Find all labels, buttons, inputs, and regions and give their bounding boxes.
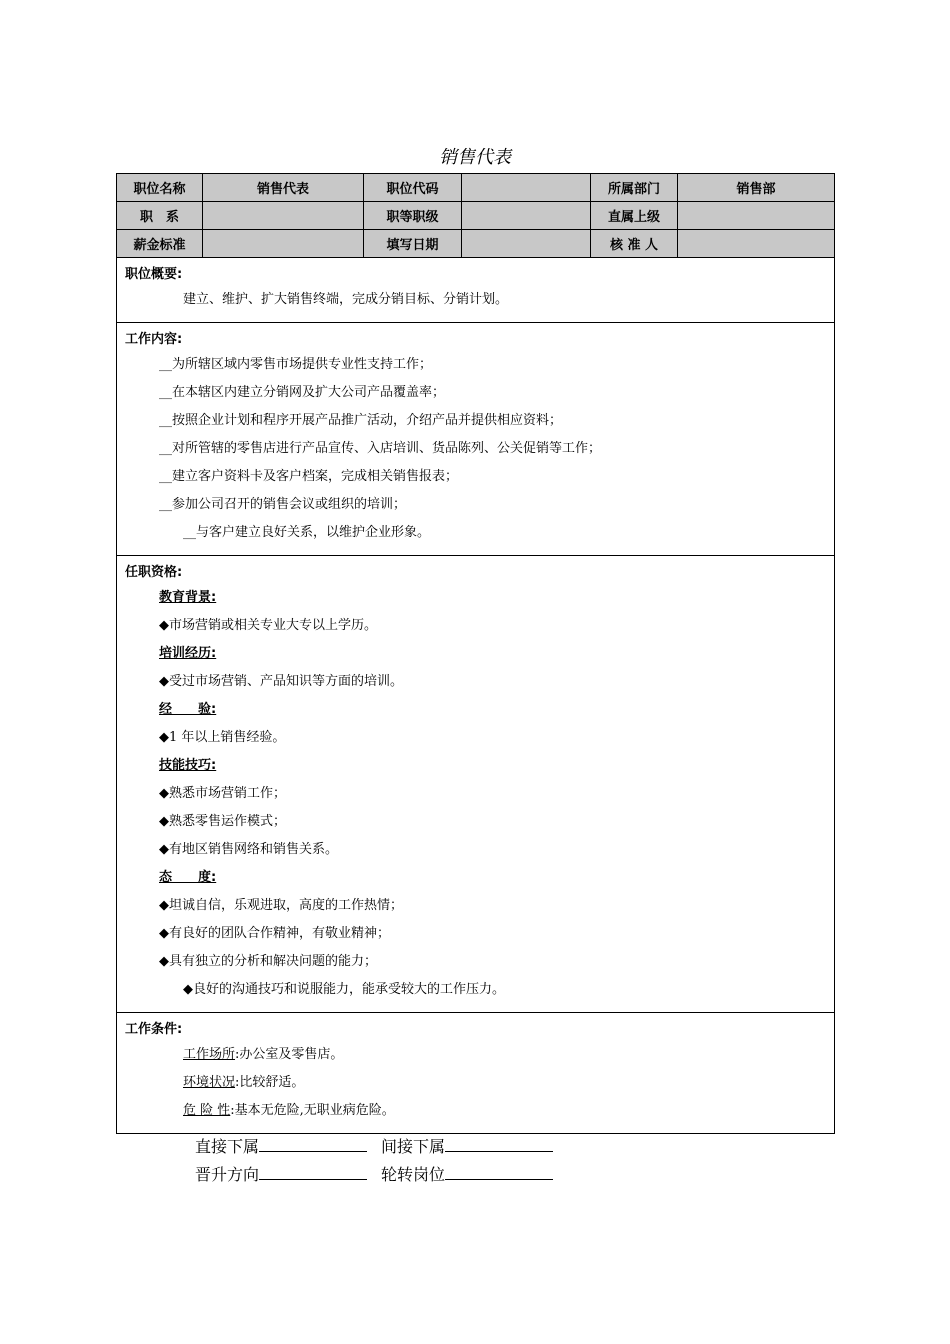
header-cell: 核 准 人 [591, 230, 678, 258]
section-heading: 任职资格: [125, 565, 183, 580]
header-cell [462, 202, 591, 230]
attitude-item: ◆良好的沟通技巧和说服能力，能承受较大的工作压力。 [183, 982, 505, 997]
page-title: 销售代表 [439, 147, 511, 168]
education-item: ◆市场营销或相关专业大专以上学历。 [159, 618, 377, 633]
indirect-subordinate-blank[interactable] [445, 1135, 553, 1152]
duty-item: __与客户建立良好关系，以维护企业形象。 [183, 525, 431, 540]
header-cell [678, 230, 834, 258]
footer-row-1 [195, 1134, 567, 1157]
duty-item: __按照企业计划和程序开展产品推广活动，介绍产品并提供相应资料； [159, 413, 563, 428]
overview-section [117, 258, 834, 323]
attitude-item: ◆坦诚自信，乐观进取，高度的工作热情； [159, 898, 403, 913]
direct-subordinate-label: 直接下属 [195, 1137, 260, 1156]
duty-item: __参加公司召开的销售会议或组织的培训； [159, 497, 407, 512]
header-cell: 职等职级 [364, 202, 462, 230]
section-heading: 工作内容: [125, 332, 183, 347]
header-cell: 直属上级 [591, 202, 678, 230]
header-cell: 薪金标准 [117, 230, 203, 258]
place-value: :办公室及零售店。 [235, 1047, 344, 1062]
qualifications-section [117, 556, 834, 1013]
skill-item: ◆熟悉市场营销工作； [159, 786, 286, 801]
header-cell: 填写日期 [364, 230, 462, 258]
experience-item: ◆1 年以上销售经验。 [159, 730, 286, 745]
promotion-label: 晋升方向 [195, 1165, 260, 1184]
condition-place [117, 1041, 834, 1069]
duties-section [117, 323, 834, 556]
overview-text: 建立、维护、扩大销售终端，完成分销目标、分销计划。 [183, 292, 509, 307]
env-label: 环境状况 [183, 1075, 236, 1090]
training-label: 培训经历: [159, 646, 217, 661]
section-heading: 工作条件: [125, 1022, 183, 1037]
place-label: 工作场所 [183, 1047, 236, 1062]
header-cell: 职 系 [117, 202, 203, 230]
attitude-label: 态 度: [159, 870, 217, 885]
rotation-blank[interactable] [445, 1163, 553, 1180]
header-cell [203, 230, 364, 258]
header-cell: 销售部 [678, 174, 834, 202]
experience-label: 经 验: [159, 702, 217, 717]
duty-item: __建立客户资料卡及客户档案，完成相关销售报表； [159, 469, 459, 484]
header-cell: 职位代码 [364, 174, 462, 202]
direct-subordinate-blank[interactable] [259, 1135, 367, 1152]
attitude-item: ◆有良好的团队合作精神，有敬业精神； [159, 926, 390, 941]
header-grid [117, 174, 834, 258]
header-cell [678, 202, 834, 230]
header-cell [203, 202, 364, 230]
condition-risk [117, 1097, 834, 1125]
header-cell [462, 230, 591, 258]
duty-item: __为所辖区域内零售市场提供专业性支持工作； [159, 357, 433, 372]
condition-env [117, 1069, 834, 1097]
footer-row-2 [195, 1162, 567, 1185]
env-value: :比较舒适。 [235, 1075, 305, 1090]
header-cell: 所属部门 [591, 174, 678, 202]
duty-item: __在本辖区内建立分销网及扩大公司产品覆盖率； [159, 385, 446, 400]
risk-label: 危 险 性 [183, 1103, 231, 1118]
education-label: 教育背景: [159, 590, 217, 605]
rotation-label: 轮转岗位 [381, 1165, 446, 1184]
skill-item: ◆有地区销售网络和销售关系。 [159, 842, 338, 857]
conditions-section [117, 1013, 834, 1133]
duty-item: __对所管辖的零售店进行产品宣传、入店培训、货品陈列、公关促销等工作； [159, 441, 602, 456]
job-description-form [116, 173, 835, 1134]
promotion-blank[interactable] [259, 1163, 367, 1180]
risk-value: :基本无危险,无职业病危险。 [230, 1103, 395, 1118]
training-item: ◆受过市场营销、产品知识等方面的培训。 [159, 674, 403, 689]
indirect-subordinate-label: 间接下属 [381, 1137, 446, 1156]
header-cell: 职位名称 [117, 174, 203, 202]
header-cell: 销售代表 [203, 174, 364, 202]
skills-label: 技能技巧: [159, 758, 217, 773]
skill-item: ◆熟悉零售运作模式； [159, 814, 286, 829]
section-heading: 职位概要: [125, 267, 183, 282]
attitude-item: ◆具有独立的分析和解决问题的能力； [159, 954, 377, 969]
header-cell [462, 174, 591, 202]
